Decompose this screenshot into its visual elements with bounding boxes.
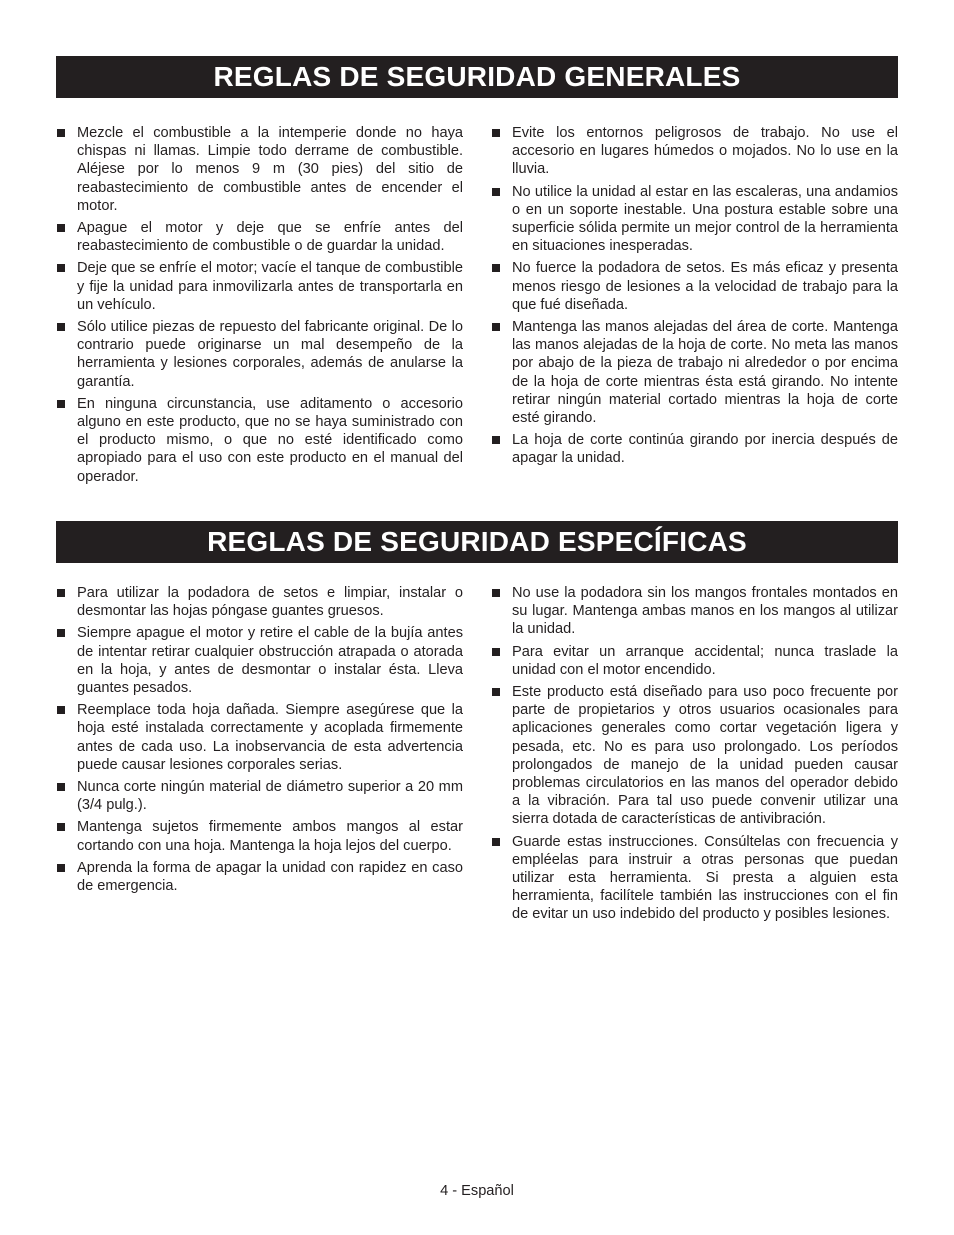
list-item <box>56 318 463 391</box>
list-item-text: Siempre apague el motor y retire el cable de la bujía antes de intentar retirar cualquier obstrucción atrapada o atorada en la hoja, y antes de desmontar o instalar ésta. Lleva guantes pesados. <box>77 625 463 697</box>
list-item <box>56 219 463 255</box>
square-bullet-icon <box>57 864 65 872</box>
list-item <box>491 318 898 427</box>
square-bullet-icon <box>57 323 65 331</box>
square-bullet-icon <box>492 589 500 597</box>
list-item <box>491 124 898 179</box>
square-bullet-icon <box>492 688 500 696</box>
list-item-text: No utilice la unidad al estar en las escaleras, una andamios o en un soporte inestable. Una postura estable sobre una superficie sólida permite un mejor control de la herramienta en situaciones inesperadas. <box>512 183 898 255</box>
square-bullet-icon <box>492 436 500 444</box>
list-item <box>56 624 463 697</box>
list-item-text: Apague el motor y deje que se enfríe antes del reabastecimiento de combustible o de guardar la unidad. <box>77 220 463 255</box>
list-item <box>56 701 463 774</box>
square-bullet-icon <box>57 224 65 232</box>
list-item-text: Mantenga las manos alejadas del área de corte. Mantenga las manos alejadas de la hoja de corte. No meta las manos por abajo de la pieza de trabajo ni alrededor o por encima de la hoja de corte mientras ésta está girando. No intente retirar ningún material cortado mientras la hoja de corte esté girando. <box>512 319 898 427</box>
list-item-text: Evite los entornos peligrosos de trabajo. No use el accesorio en lugares húmedos o mojados. No lo use en la lluvia. <box>512 125 898 178</box>
section-header-specific <box>56 521 898 563</box>
section-header-general <box>56 56 898 98</box>
section-title: REGLAS DE SEGURIDAD ESPECÍFICAS <box>207 526 747 557</box>
rules-list-specific-right <box>491 584 898 928</box>
square-bullet-icon <box>492 264 500 272</box>
list-item-text: Mezcle el combustible a la intemperie donde no haya chispas ni llamas. Limpie todo derrame de combustible. Aléjese por lo menos 9 m (30 pies) del sitio de reabastecimiento de combustible antes de encender el motor. <box>77 125 463 214</box>
square-bullet-icon <box>492 129 500 137</box>
list-item-text: Mantenga sujetos firmemente ambos mangos al estar cortando con una hoja. Mantenga la hoja lejos del cuerpo. <box>77 819 463 854</box>
list-item-text: Deje que se enfríe el motor; vacíe el tanque de combustible y fije la unidad para inmovilizarla antes de transportarla en un vehículo. <box>77 260 463 313</box>
list-item <box>56 259 463 314</box>
square-bullet-icon <box>492 838 500 846</box>
list-item <box>491 259 898 314</box>
list-item-text: En ninguna circunstancia, use aditamento o accesorio alguno en este producto, que no se haya suministrado con el producto mismo, o que no esté identificado como apropiado para el uso con este producto en el manual del operador. <box>77 395 463 485</box>
list-item-text: Aprenda la forma de apagar la unidad con rapidez en caso de emergencia. <box>77 859 463 895</box>
list-item <box>491 183 898 256</box>
list-item-text: Nunca corte ningún material de diámetro superior a 20 mm (3/4 pulg.). <box>77 779 463 814</box>
list-item <box>491 584 898 639</box>
list-item-text: Para utilizar la podadora de setos e limpiar, instalar o desmontar las hojas póngase guantes gruesos. <box>77 585 463 620</box>
square-bullet-icon <box>492 648 500 656</box>
list-item-text: No use la podadora sin los mangos frontales montados en su lugar. Mantenga ambas manos en los mangos al utilizar la unidad. <box>512 585 898 638</box>
list-item-text: Para evitar un arranque accidental; nunca traslade la unidad con el motor encendido. <box>512 643 898 678</box>
square-bullet-icon <box>57 706 65 714</box>
list-item-text: Guarde estas instrucciones. Consúltelas con frecuencia y empléelas para instruir a otras personas que puedan utilizar esta herramienta. Si presta a alguien esta herramienta, facilítele también las instrucciones con el fin de evitar un uso indebido del producto y posibles lesiones. <box>512 833 898 923</box>
square-bullet-icon <box>57 264 65 272</box>
rules-list-general-left <box>56 124 463 490</box>
list-item <box>56 818 463 854</box>
list-item <box>56 584 463 620</box>
square-bullet-icon <box>57 629 65 637</box>
square-bullet-icon <box>57 129 65 137</box>
list-item <box>56 395 463 486</box>
list-item <box>491 643 898 679</box>
square-bullet-icon <box>492 188 500 196</box>
list-item <box>56 124 463 215</box>
list-item <box>491 431 898 467</box>
rules-list-general-right <box>491 124 898 472</box>
list-item <box>56 778 463 814</box>
square-bullet-icon <box>57 823 65 831</box>
list-item-text: La hoja de corte continúa girando por inercia después de apagar la unidad. <box>512 432 898 467</box>
square-bullet-icon <box>57 589 65 597</box>
page-number: 4 - Español <box>440 1183 514 1199</box>
list-item-text: Este producto está diseñado para uso poco frecuente por parte de propietarios y otros usuarios ocasionales para aplicaciones generales como cortar vegetación ligera y pesada, etc. No es para uso prolongado. Los períodos prolongados de manejo de la unidad pueden causar problemas circulatorios en las manos del operador debido a la vibración. Para tal uso puede convenir utilizar una sierra dotada de características de antivibración. <box>512 684 898 828</box>
square-bullet-icon <box>57 783 65 791</box>
square-bullet-icon <box>492 323 500 331</box>
list-item <box>491 833 898 924</box>
section-title: REGLAS DE SEGURIDAD GENERALES <box>213 61 741 92</box>
rules-list-specific-left <box>56 584 463 899</box>
list-item-text: No fuerce la podadora de setos. Es más eficaz y presenta menos riesgo de lesiones a la velocidad de trabajo para la que fué diseñada. <box>512 260 898 313</box>
square-bullet-icon <box>57 400 65 408</box>
list-item <box>56 859 463 895</box>
list-item-text: Sólo utilice piezas de repuesto del fabricante original. De lo contrario puede originarse un mal desempeño de la herramienta y lesiones corporales, además de anularse la garantía. <box>77 319 463 390</box>
list-item <box>491 683 898 829</box>
list-item-text: Reemplace toda hoja dañada. Siempre asegúrese que la hoja esté instalada correctamente y acoplada firmemente antes de cada uso. La inobservancia de esta advertencia puede causar lesiones corporales serias. <box>77 702 463 773</box>
